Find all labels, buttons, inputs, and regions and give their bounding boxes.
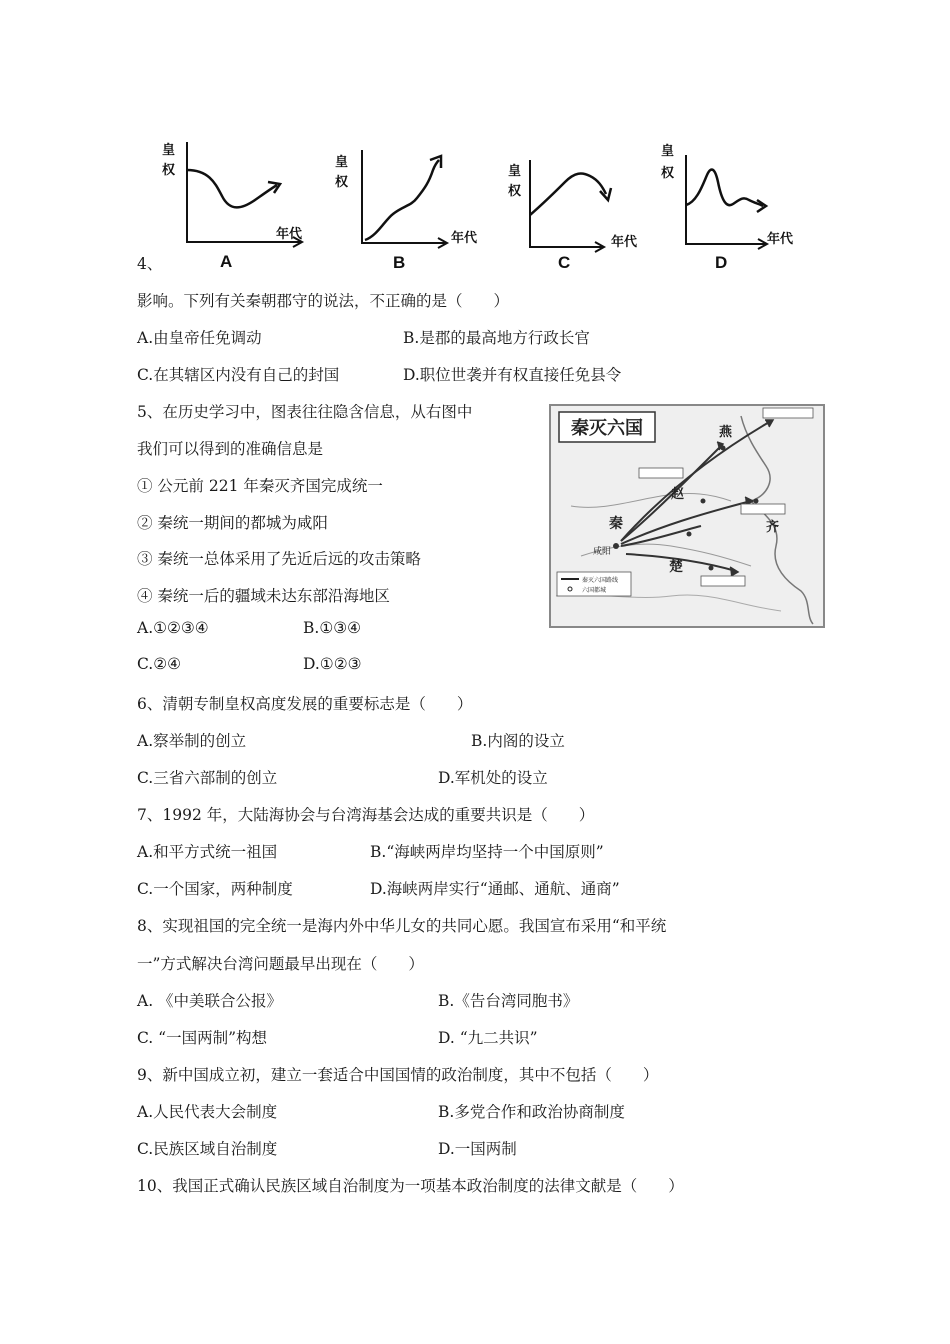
q8-stem-line-1: 8、实现祖国的完全统一是海内外中华儿女的共同心愿。我国宣布采用“和平统 — [137, 917, 667, 935]
q9-option-d: D.一国两制 — [438, 1140, 517, 1158]
q6-option-a: A.察举制的创立 — [137, 732, 247, 750]
q7-option-a: A.和平方式统一祖国 — [137, 843, 278, 861]
q9-option-a: A.人民代表大会制度 — [137, 1103, 278, 1121]
q7-option-c: C.一个国家，两种制度 — [137, 880, 293, 898]
graph-b — [325, 130, 495, 275]
map-state-chu: 楚 — [669, 559, 683, 575]
graph-a-y-label-2: 权 — [162, 163, 176, 178]
q5-statement-2: ② 秦统一期间的都城为咸阳 — [137, 514, 328, 532]
q5-stem-line-2: 我们可以得到的准确信息是 — [137, 440, 324, 458]
graph-b-y-label-1: 皇 — [335, 155, 349, 170]
graph-d — [655, 130, 805, 275]
graph-c-y-label-2: 权 — [508, 184, 522, 199]
q6-option-b: B.内阁的设立 — [471, 732, 565, 750]
q5-statement-1: ① 公元前 221 年秦灭齐国完成统一 — [137, 477, 383, 495]
q8-option-d: D. “九二共识” — [438, 1029, 538, 1047]
map-state-yan: 燕 — [719, 425, 733, 440]
graph-c-option-label: C — [558, 253, 571, 272]
q10-stem: 10、我国正式确认民族区域自治制度为一项基本政治制度的法律文献是（ ） — [137, 1177, 684, 1195]
q7-option-b: B.“海峡两岸均坚持一个中国原则” — [370, 843, 604, 861]
graph-c-x-label: 年代 — [611, 235, 638, 250]
q9-option-b: B.多党合作和政治协商制度 — [438, 1103, 625, 1121]
q4-option-d: D.职位世袭并有权直接任免县令 — [403, 366, 622, 384]
q5-option-d: D.①②③ — [303, 655, 362, 673]
q7-stem: 7、1992 年，大陆海协会与台湾海基会达成的重要共识是（ ） — [137, 806, 595, 824]
q8-option-c: C. “一国两制”构想 — [137, 1029, 268, 1047]
q5-stem-line-1: 5、在历史学习中，图表往往隐含信息，从右图中 — [137, 403, 473, 421]
graph-d-y-label-2: 权 — [661, 166, 675, 181]
q4-stem: 影响。下列有关秦朝郡守的说法，不正确的是（ ） — [137, 292, 510, 310]
graph-d-option-label: D — [715, 253, 728, 272]
graph-b-option-label: B — [393, 253, 406, 272]
map-state-qin: 秦 — [609, 516, 623, 532]
graph-a-x-label: 年代 — [276, 227, 303, 242]
map-state-qi: 齐 — [766, 520, 780, 535]
q4-number: 4、 — [137, 255, 163, 273]
q4-option-a: A.由皇帝任免调动 — [137, 329, 262, 347]
map-legend-route: 秦灭六国路线 — [582, 577, 619, 584]
q5-option-c: C.②④ — [137, 655, 182, 673]
q9-stem: 9、新中国成立初，建立一套适合中国国情的政治制度，其中不包括（ ） — [137, 1066, 659, 1084]
q5-statement-4: ④ 秦统一后的疆域未达东部沿海地区 — [137, 587, 390, 605]
q5-option-a: A.①②③④ — [137, 619, 209, 637]
q6-stem: 6、清朝专制皇权高度发展的重要标志是（ ） — [137, 695, 473, 713]
map-state-zhao: 赵 — [671, 487, 685, 502]
q4-option-b: B.是郡的最高地方行政长官 — [403, 329, 590, 347]
map-legend-capital: 六国都城 — [582, 587, 607, 594]
graph-a-y-label-1: 皇 — [162, 143, 176, 158]
graph-c — [500, 130, 670, 275]
q5-option-b: B.①③④ — [303, 619, 362, 637]
q9-option-c: C.民族区域自治制度 — [137, 1140, 278, 1158]
q5-statement-3: ③ 秦统一总体采用了先近后远的攻击策略 — [137, 550, 421, 568]
q4-option-c: C.在其辖区内没有自己的封国 — [137, 366, 340, 384]
map-city-xianyang: 咸阳 — [593, 547, 612, 557]
graph-d-x-label: 年代 — [767, 232, 794, 247]
map-title: 秦灭六国 — [571, 418, 643, 439]
graph-d-y-label-1: 皇 — [661, 144, 675, 159]
qin-conquest-map — [549, 404, 825, 628]
graph-a — [150, 130, 320, 275]
q8-stem-line-2: 一”方式解决台湾问题最早出现在（ ） — [137, 955, 424, 973]
q6-option-d: D.军机处的设立 — [438, 769, 548, 787]
graph-a-option-label: A — [220, 252, 233, 271]
graph-b-x-label: 年代 — [451, 231, 478, 246]
q8-option-a: A. 《中美联合公报》 — [137, 992, 283, 1010]
q6-option-c: C.三省六部制的创立 — [137, 769, 278, 787]
q8-option-b: B.《告台湾同胞书》 — [438, 992, 579, 1010]
q7-option-d: D.海峡两岸实行“通邮、通航、通商” — [370, 880, 620, 898]
graph-b-y-label-2: 权 — [335, 175, 349, 190]
graph-c-y-label-1: 皇 — [508, 164, 522, 179]
